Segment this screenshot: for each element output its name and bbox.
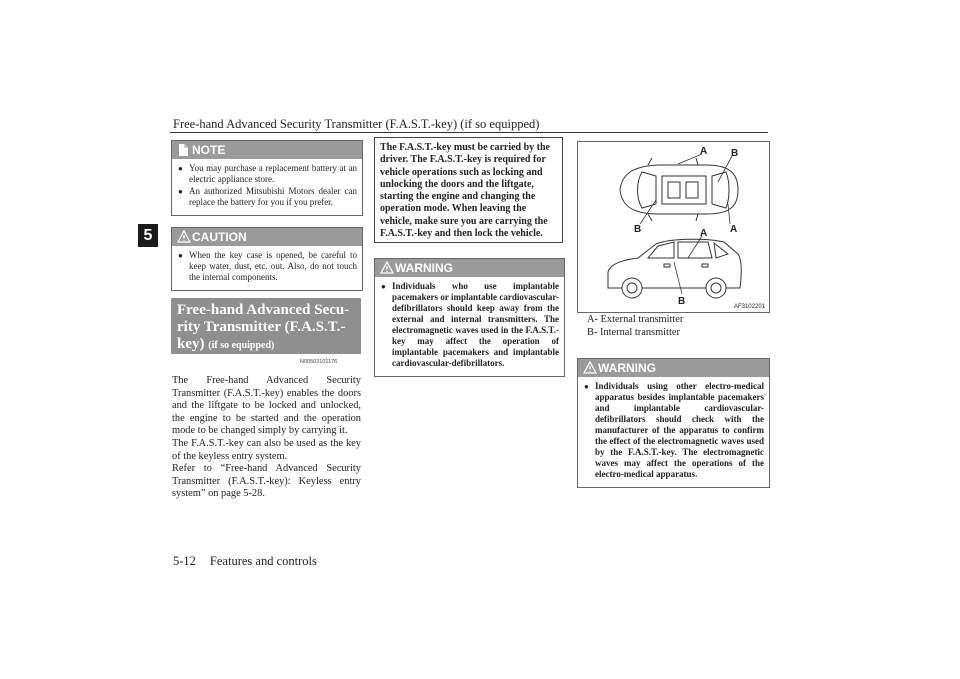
section-code: N00503101176: [300, 359, 338, 365]
figure-label: B: [634, 224, 642, 235]
figure-label: A: [700, 228, 708, 239]
caution-title: CAUTION: [192, 230, 247, 244]
legend-item: A- External transmitter: [587, 314, 684, 325]
warning-header: [578, 359, 769, 377]
section-title-suffix: (if so equipped): [208, 340, 275, 351]
vehicle-side-view: [608, 239, 741, 298]
warning-triangle-icon: [380, 261, 394, 279]
caution-box: [171, 227, 363, 291]
note-title: NOTE: [192, 143, 226, 157]
warning-title: WARNING: [598, 361, 656, 375]
caution-header: [172, 228, 362, 246]
figure-legend: [587, 314, 683, 339]
figure-label: B: [731, 148, 739, 159]
body-paragraph: The Free-hand Advanced Security Transmitter (F.A.S.T.-key) enables the doors and the liftgate to be locked and unlocked, the engine to be started and the operation mode to be changed simply by carrying it.: [172, 375, 361, 437]
note-header: [172, 141, 362, 159]
body-paragraph: Refer to “Free-hand Advanced Security Transmitter (F.A.S.T.-key): Keyless entry system” on page 5-28.: [172, 463, 361, 500]
figure-label: A: [730, 224, 738, 235]
warning-box: [577, 358, 770, 488]
figure-label: B: [678, 296, 686, 307]
body-paragraph: The F.A.S.T.-key can also be used as the key of the keyless entry system.: [172, 437, 361, 462]
chapter-tab: 5: [138, 224, 158, 247]
vehicle-top-view: [620, 158, 738, 221]
warning-triangle-icon: [583, 361, 597, 379]
section-title-line: rity Transmitter (F.A.S.T.-: [177, 319, 346, 335]
section-title: [171, 298, 361, 354]
warning-item: ● Individuals who use implantable pacemakers or implantable cardiovascular-defibrillators should keep away from the external and internal transmitters. The electromagnetic waves used in the F.A.S.T.-key may affect the operation of implantable pacemakers and implantable cardiovascular-defibrillators.: [381, 281, 559, 369]
figure-label: A: [700, 146, 708, 157]
section-body: [172, 375, 361, 501]
footer-section: Features and controls: [209, 554, 317, 568]
note-box: [171, 140, 363, 216]
figure-code: AF3102201: [733, 304, 765, 310]
warning-title: WARNING: [395, 261, 453, 275]
caution-triangle-icon: [177, 230, 191, 248]
page-header-title: Free-hand Advanced Security Transmitter (F.A.S.T.-key) (if so equipped): [173, 117, 540, 131]
section-title-line: Free-hand Advanced Secu-: [177, 302, 350, 318]
legend-item: B- Internal transmitter: [587, 326, 680, 338]
page-number: 5-12: [173, 554, 196, 568]
vehicle-diagram: [578, 142, 769, 312]
note-item: ● You may purchase a replacement battery at an electric appliance store.: [178, 163, 357, 185]
caution-item: ● When the key case is opened, be careful to keep water, dust, etc. out. Also, do not touch the internal components.: [178, 250, 357, 283]
note-item: ● An authorized Mitsubishi Motors dealer can replace the battery for you if you prefer.: [178, 186, 357, 208]
bold-notice: The F.A.S.T.-key must be carried by the driver. The F.A.S.T.-key is required for vehicle operations such as locking and unlocking the doors and the liftgate, starting the engine and changing the operation mode. When leaving the vehicle, make sure you are carrying the F.A.S.T.-key and then lock the vehicle.: [374, 137, 563, 243]
transmitter-figure: [577, 141, 770, 313]
warning-item: ● Individuals using other electro-medical apparatus besides implantable pacemakers and implantable cardiovascular-defibrillators should check with the manufacturer of the apparatus to confirm the effect of the electromagnetic waves used by the F.A.S.T.-key. The electromagnetic waves may affect the operations of the electro-medical apparatus.: [584, 381, 764, 480]
section-title-line: key): [177, 336, 205, 352]
header-rule: [170, 132, 768, 133]
warning-header: [375, 259, 564, 277]
note-icon: [177, 143, 189, 162]
page-footer: [173, 554, 317, 569]
warning-box: [374, 258, 565, 377]
